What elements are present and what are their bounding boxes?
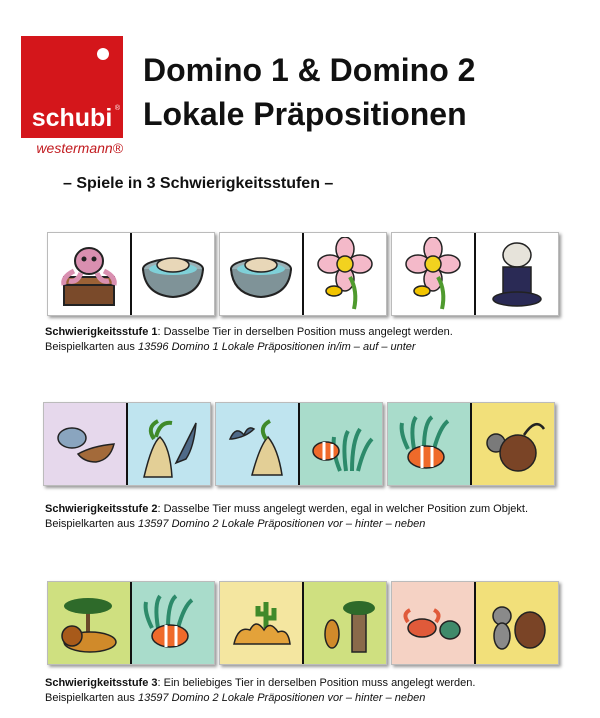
level-3-card-strip — [47, 581, 559, 665]
domino-card — [43, 402, 211, 486]
level-3-description: : Ein beliebiges Tier in derselben Position muss angelegt werden. — [157, 677, 476, 689]
level-1-example-product: 13596 Domino 1 Lokale Präpositionen in/im – auf – unter — [137, 341, 416, 353]
hippo-behind-boat-icon — [44, 403, 126, 485]
domino-card — [219, 581, 387, 665]
level-2-card-strip — [43, 402, 555, 486]
level-2-label: Schwierigkeitsstufe 2 — [45, 503, 158, 515]
bee-under-flower-icon — [392, 233, 474, 315]
whale-behind-island-icon — [216, 403, 298, 485]
level-3-caption — [45, 676, 475, 706]
page-subtitle: – Spiele in 3 Schwierigkeitsstufen – — [63, 175, 334, 192]
clownfish-next-to-anemone-icon — [300, 403, 382, 485]
title-line-1: Domino 1 & Domino 2 — [143, 52, 476, 88]
cat-in-bowl-icon — [220, 233, 302, 315]
monkey-next-to-coconut-icon — [476, 582, 558, 664]
level-1-card-strip — [47, 232, 559, 316]
logo-red-square — [21, 36, 123, 138]
domino-card — [215, 402, 383, 486]
level-2-description: : Dasselbe Tier muss angelegt werden, egal in welcher Position zum Objekt. — [157, 503, 529, 515]
level-2-example-product: 13597 Domino 2 Lokale Präpositionen vor – hinter – neben — [137, 518, 426, 530]
level-2-caption — [45, 502, 528, 532]
octopus-in-box-icon — [48, 233, 130, 315]
monkey-behind-coconut-icon — [472, 403, 554, 485]
level-1-example-prefix: Beispielkarten aus — [45, 341, 138, 353]
domino-card — [47, 581, 215, 665]
whale-next-to-island-icon — [128, 403, 210, 485]
level-3-example-product: 13597 Domino 2 Lokale Präpositionen vor – hinter – neben — [137, 692, 426, 704]
domino-card — [391, 232, 559, 316]
logo-wordmark: schubi — [31, 104, 113, 132]
domino-card — [387, 402, 555, 486]
domino-card — [391, 581, 559, 665]
logo-registered-mark: ® — [114, 105, 120, 112]
level-1-label: Schwierigkeitsstufe 1 — [45, 326, 158, 338]
level-2-example-prefix: Beispielkarten aus — [45, 518, 138, 530]
level-1-description: : Dasselbe Tier in derselben Position muss angelegt werden. — [157, 326, 453, 338]
bee-under-flower-icon — [304, 233, 386, 315]
level-3-example-prefix: Beispielkarten aus — [45, 692, 138, 704]
domino-card — [47, 232, 215, 316]
lion-in-front-of-tree-icon — [48, 582, 130, 664]
logo-subbrand: westermann® — [36, 140, 123, 156]
level-1-caption — [45, 325, 453, 355]
page-title — [143, 48, 475, 136]
mouse-on-hat-icon — [476, 233, 558, 315]
crab-next-to-stone-icon — [392, 582, 474, 664]
cat-in-bowl-icon — [132, 233, 214, 315]
domino-card — [219, 232, 387, 316]
camel-in-front-of-cactus-icon — [220, 582, 302, 664]
level-3-label: Schwierigkeitsstufe 3 — [45, 677, 158, 689]
clownfish-in-front-of-anemone-icon — [132, 582, 214, 664]
title-line-2: Lokale Präpositionen — [143, 96, 467, 132]
meerkat-next-to-baobab-icon — [304, 582, 386, 664]
logo-dot-icon — [97, 48, 109, 60]
clownfish-in-front-of-anemone-icon — [388, 403, 470, 485]
